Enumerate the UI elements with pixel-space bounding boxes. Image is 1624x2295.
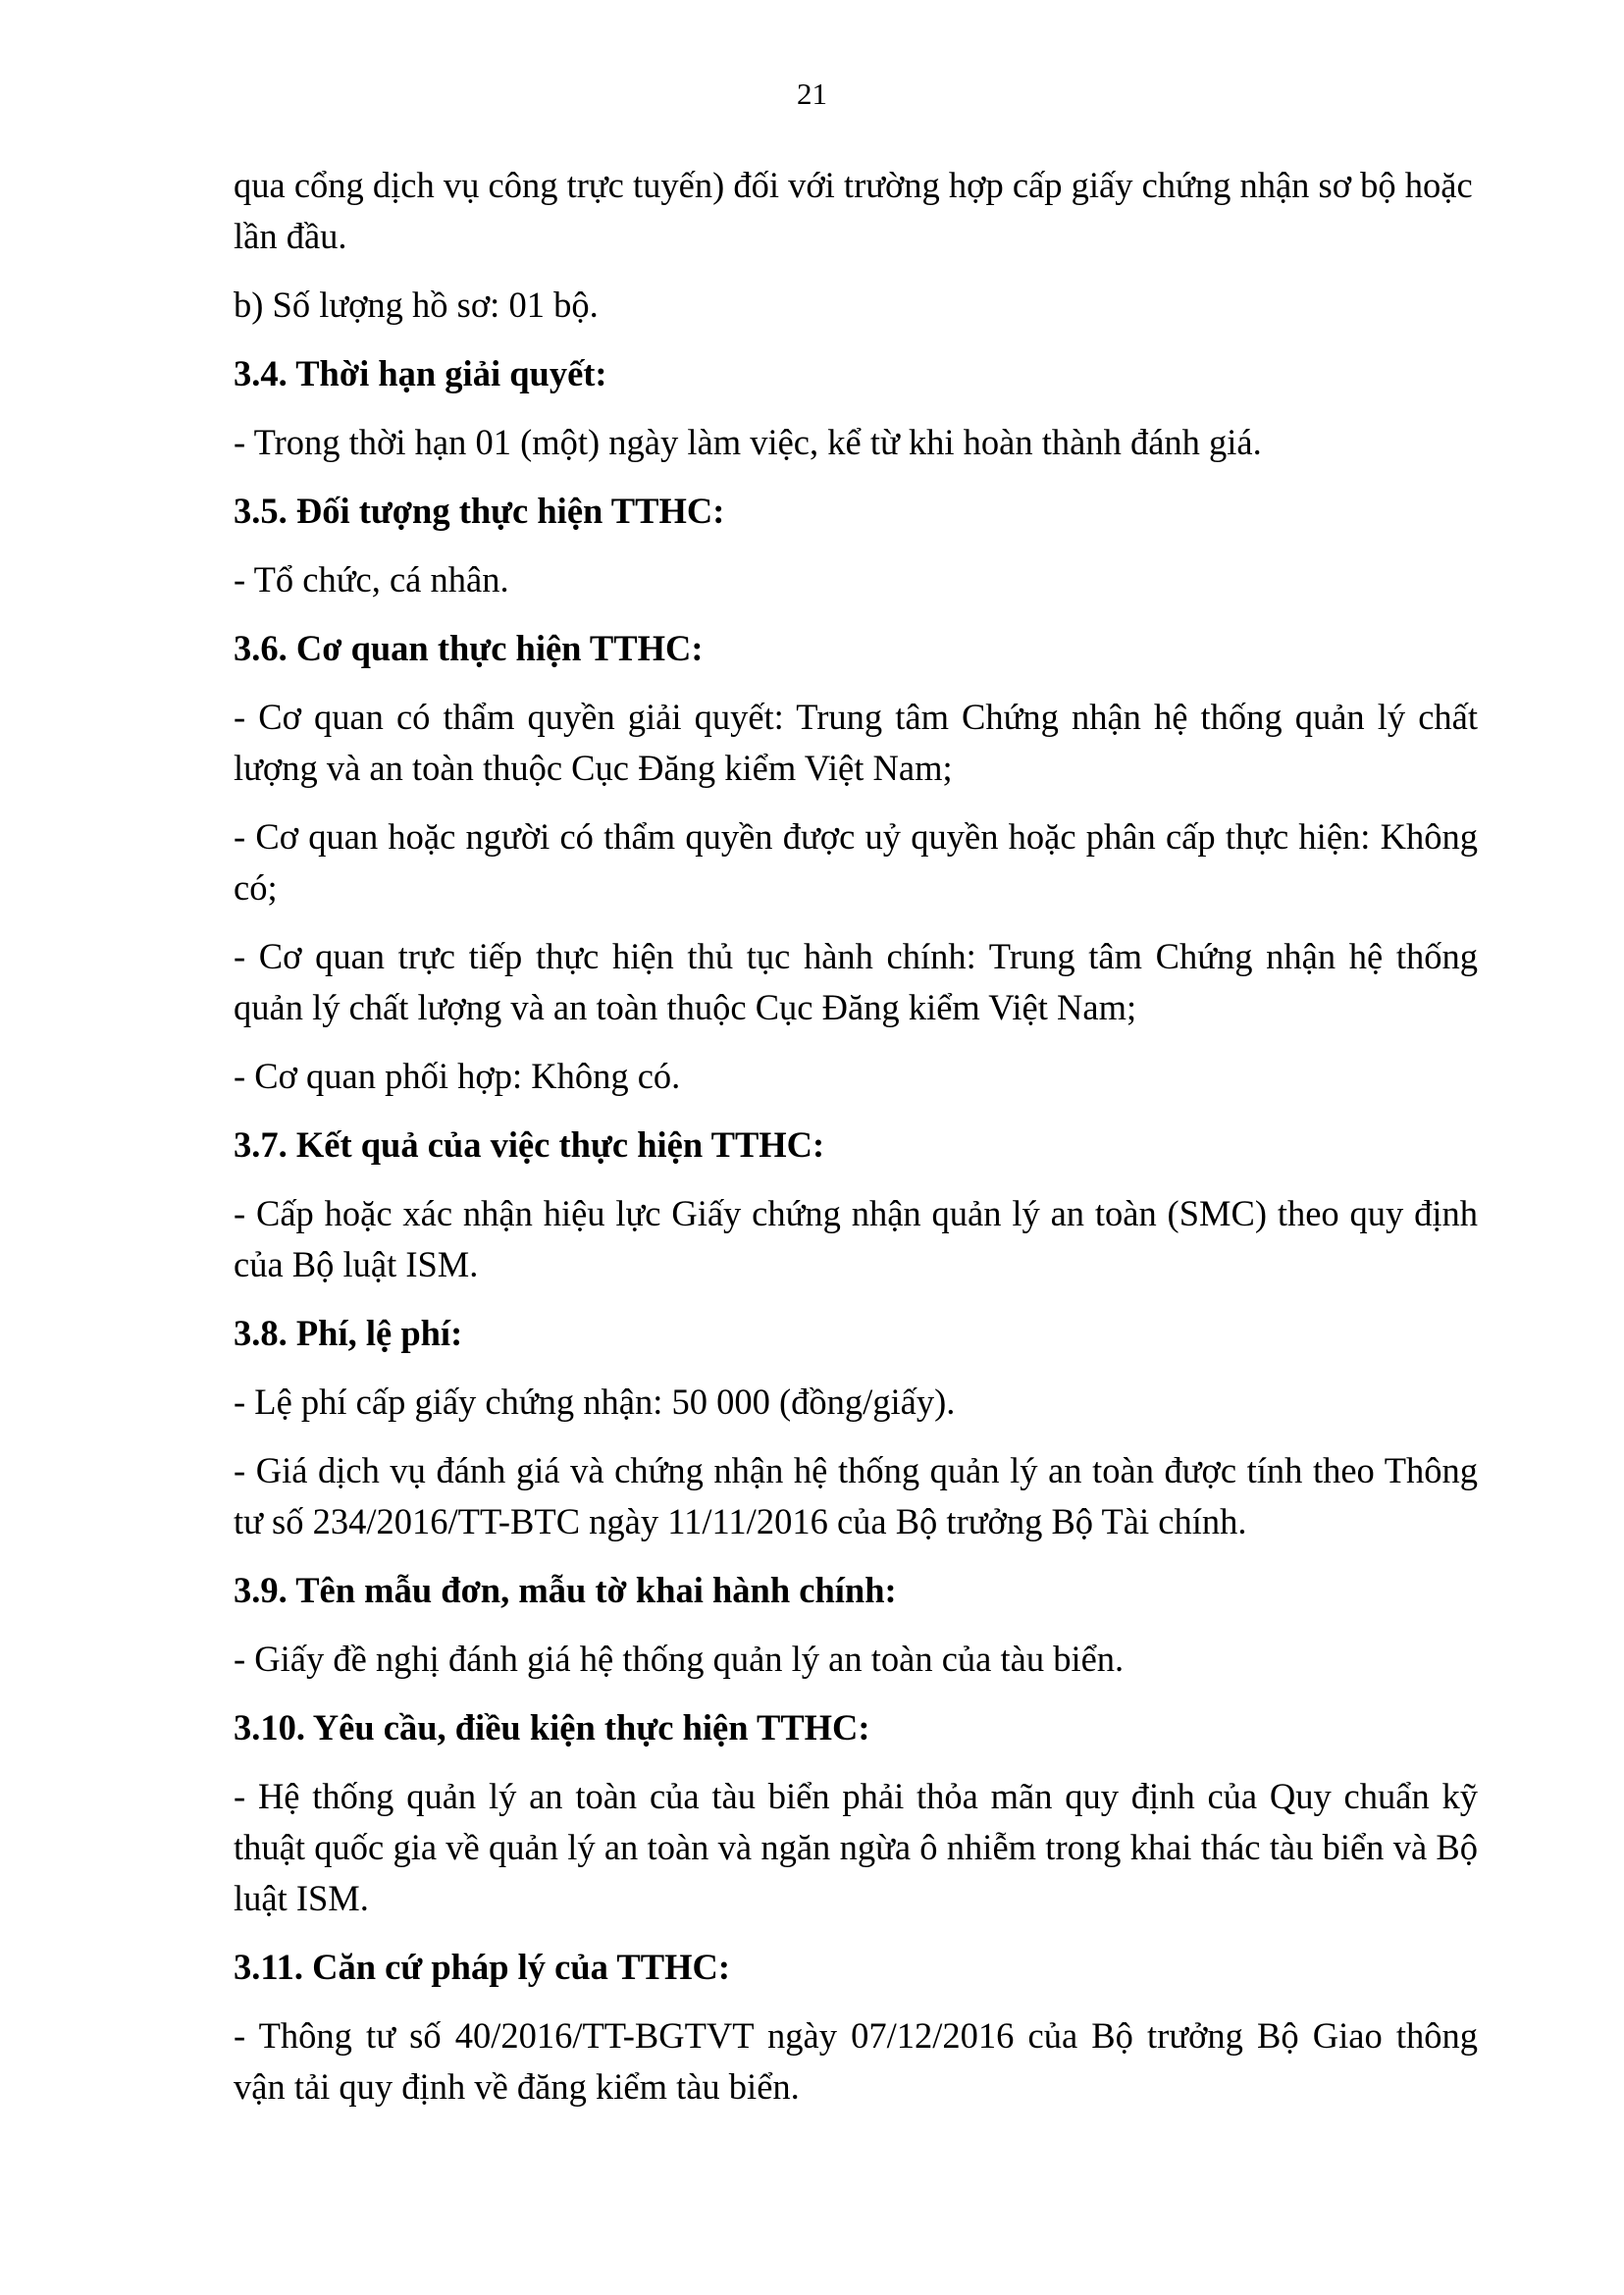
paragraph-dossier-quantity: b) Số lượng hồ sơ: 01 bộ.: [234, 285, 599, 325]
paragraph-competent-authority: - Cơ quan có thẩm quyền giải quyết: Trung tâm Chứng nhận hệ thống quản lý chất lượng và an toàn thuộc Cục Đăng kiểm Việt Nam;: [234, 697, 1478, 788]
paragraph-processing-time: - Trong thời hạn 01 (một) ngày làm việc, kể từ khi hoàn thành đánh giá.: [234, 422, 1262, 462]
heading-3-6: 3.6. Cơ quan thực hiện TTHC:: [234, 628, 704, 668]
heading-3-7: 3.7. Kết quả của việc thực hiện TTHC:: [234, 1124, 825, 1165]
heading-3-11: 3.11. Căn cứ pháp lý của TTHC:: [234, 1947, 730, 1987]
paragraph-coordinating-agency: - Cơ quan phối hợp: Không có.: [234, 1056, 681, 1096]
paragraph-service-price: - Giá dịch vụ đánh giá và chứng nhận hệ thống quản lý an toàn được tính theo Thông tư số 234/2016/TT-BTC ngày 11/11/2016 của Bộ trưởng Bộ Tài chính.: [234, 1450, 1478, 1541]
paragraph-form-names: - Giấy đề nghị đánh giá hệ thống quản lý an toàn của tàu biển.: [234, 1639, 1125, 1679]
paragraph-submission-method: qua cổng dịch vụ công trực tuyến) đối với trường hợp cấp giấy chứng nhận sơ bộ hoặc lần đầu.: [234, 165, 1473, 256]
paragraph-requirements: - Hệ thống quản lý an toàn của tàu biển phải thỏa mãn quy định của Quy chuẩn kỹ thuật quốc gia về quản lý an toàn và ngăn ngừa ô nhiễm trong khai thác tàu biển và Bộ luật ISM.: [234, 1776, 1478, 1918]
document-body: [234, 160, 1478, 2130]
page-number: 21: [797, 77, 827, 111]
heading-3-10: 3.10. Yêu cầu, điều kiện thực hiện TTHC:: [234, 1707, 870, 1747]
heading-3-5: 3.5. Đối tượng thực hiện TTHC:: [234, 491, 725, 531]
heading-3-8: 3.8. Phí, lệ phí:: [234, 1313, 463, 1353]
paragraph-legal-basis: - Thông tư số 40/2016/TT-BGTVT ngày 07/12/2016 của Bộ trưởng Bộ Giao thông vận tải quy định về đăng kiểm tàu biển.: [234, 2015, 1478, 2107]
paragraph-result: - Cấp hoặc xác nhận hiệu lực Giấy chứng nhận quản lý an toàn (SMC) theo quy định của Bộ luật ISM.: [234, 1193, 1478, 1284]
paragraph-fee: - Lệ phí cấp giấy chứng nhận: 50 000 (đồng/giấy).: [234, 1382, 956, 1422]
heading-3-4: 3.4. Thời hạn giải quyết:: [234, 353, 607, 393]
paragraph-executing-agency: - Cơ quan trực tiếp thực hiện thủ tục hành chính: Trung tâm Chứng nhận hệ thống quản lý chất lượng và an toàn thuộc Cục Đăng kiểm Việt Nam;: [234, 936, 1478, 1027]
paragraph-delegated-authority: - Cơ quan hoặc người có thẩm quyền được uỷ quyền hoặc phân cấp thực hiện: Không có;: [234, 816, 1478, 908]
paragraph-applicants: - Tổ chức, cá nhân.: [234, 559, 509, 600]
heading-3-9: 3.9. Tên mẫu đơn, mẫu tờ khai hành chính:: [234, 1570, 897, 1610]
